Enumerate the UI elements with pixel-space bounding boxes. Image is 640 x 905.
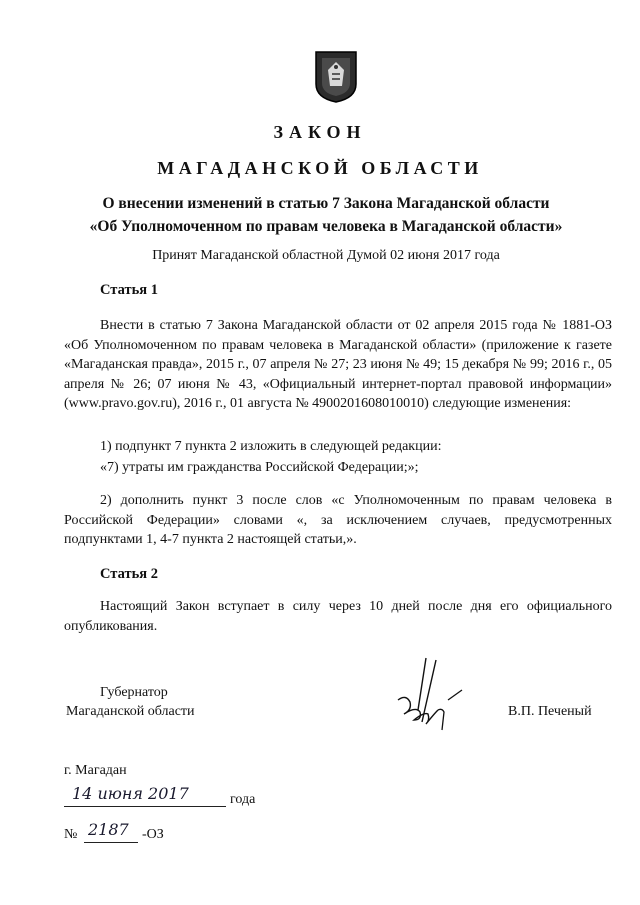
law-number-prefix: №: [64, 827, 78, 842]
article1-item2-paragraph: 2) дополнить пункт 3 после слов «с Уполномоченным по правам человека в Российской Федерации» словами «, за исключением случаев, предусмотренных подпунктами 1, 4-7 пункта 2 настоящей статьи,».: [64, 493, 612, 547]
region-title: МАГАДАНСКОЙ ОБЛАСТИ: [157, 158, 483, 178]
article2-paragraph: Настоящий Закон вступает в силу через 10 дней после дня его официального опубликования.: [64, 599, 612, 634]
signatory-position-line1: Губернатор: [100, 685, 168, 700]
adoption-note: Принят Магаданской областной Думой 02 июня 2017 года: [152, 248, 500, 263]
signature-icon: [392, 650, 472, 740]
city-of-signing: г. Магадан: [64, 763, 127, 778]
article2-heading: Статья 2: [100, 566, 158, 582]
handwritten-signature: [392, 650, 472, 740]
law-number-handwritten: 2187: [88, 820, 129, 839]
article1-heading: Статья 1: [100, 282, 158, 298]
coat-of-arms-emblem: [314, 50, 358, 104]
document-type-title: ЗАКОН: [273, 122, 367, 142]
signatory-position-line2: Магаданской области: [66, 704, 195, 719]
article1-item1-line1: 1) подпункт 7 пункта 2 изложить в следующей редакции:: [100, 439, 442, 454]
signing-date-field: [64, 784, 226, 807]
law-subject: [40, 192, 612, 238]
article1-intro-paragraph: Внести в статью 7 Закона Магаданской области от 02 апреля 2015 года № 1881-ОЗ «Об Уполномоченном по правам человека в Магаданской области» (приложение к газете «Магаданская правда», 2015 г., 07 апреля № 27; 23 июня № 49; 15 декабря № 99; 2016 г., 05 апреля № 26; 07 июня № 43, «Официальный интернет-портал правовой информации» (www.pravo.gov.ru), 2016 г., 01 августа № 4900201608010010) следующие изменения:: [64, 318, 612, 411]
article1-item1-line2: «7) утраты им гражданства Российской Федерации;»;: [100, 460, 419, 475]
law-subject-line1: О внесении изменений в статью 7 Закона Магаданской области: [102, 195, 550, 212]
signatory-name: В.П. Печеный: [508, 704, 592, 719]
law-number-field: [84, 822, 138, 843]
signing-date-handwritten: 14 июня 2017: [72, 784, 189, 803]
law-number-suffix: -ОЗ: [142, 827, 164, 842]
signing-date-suffix: года: [230, 792, 256, 807]
law-subject-line2: «Об Уполномоченном по правам человека в Магаданской области»: [89, 218, 563, 235]
coat-of-arms-icon: [314, 50, 358, 104]
